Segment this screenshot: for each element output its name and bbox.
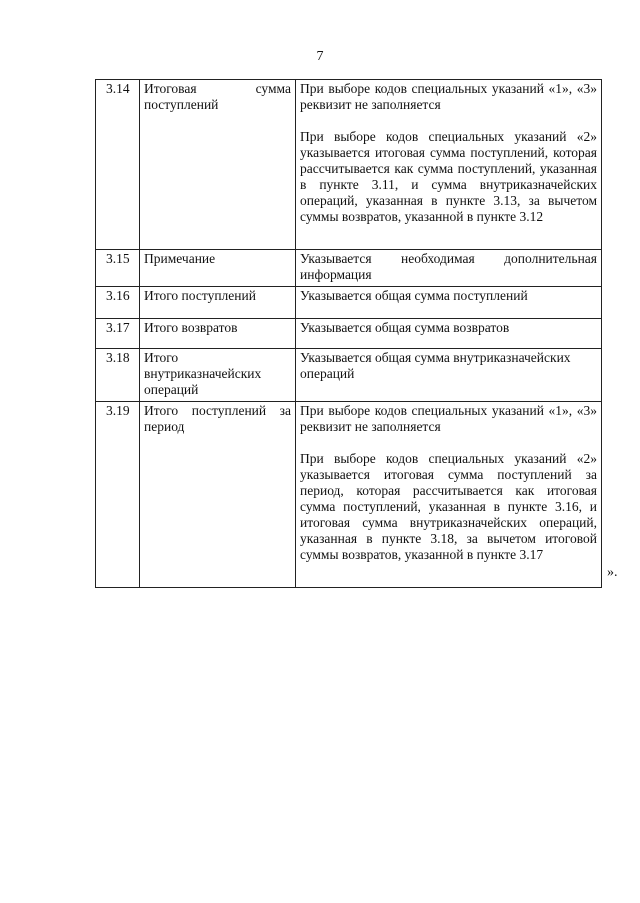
row-number: 3.17 xyxy=(96,319,140,349)
requisite-name: Итого возвратов xyxy=(140,319,296,349)
requisite-description: Указывается необходимая дополнительная информация xyxy=(296,250,602,287)
description-paragraph: При выборе кодов специальных указаний «2» указывается итоговая сумма поступлений, которая рассчитывается как сумма поступлений, указанная в пункте 3.11, и сумма внутриказначейских операций, указанная в пункте 3.13, за вычетом суммы возвратов, указанной в пункте 3.12 xyxy=(300,129,597,224)
row-number: 3.14 xyxy=(96,80,140,250)
description-paragraph: При выборе кодов специальных указаний «2» указывается итоговая сумма поступлений за период, которая рассчитывается как итоговая сумма поступлений, указанная в пункте 3.16, и итоговая сумма внутриказначейских операций, указанная в пункте 3.18, за вычетом итоговой суммы возвратов, указанной в пункте 3.17 xyxy=(300,451,597,562)
requisite-name: Примечание xyxy=(140,250,296,287)
description-paragraph: При выборе кодов специальных указаний «1», «3» реквизит не заполняется xyxy=(300,403,597,434)
requisite-description: Указывается общая сумма внутриказначейских операций xyxy=(296,349,602,402)
table-row xyxy=(96,80,602,250)
table-row xyxy=(96,287,602,319)
requisite-name: Итоговая сумма поступлений xyxy=(140,80,296,250)
row-number: 3.18 xyxy=(96,349,140,402)
requisite-name: Итого внутриказначейских операций xyxy=(140,349,296,402)
closing-quote: ». xyxy=(607,565,618,580)
table-row xyxy=(96,349,602,402)
row-number: 3.19 xyxy=(96,402,140,588)
row-number: 3.15 xyxy=(96,250,140,287)
requisite-name: Итого поступлений за период xyxy=(140,402,296,588)
table-row xyxy=(96,402,602,588)
requisite-description xyxy=(296,80,602,250)
requisite-description: Указывается общая сумма возвратов xyxy=(296,319,602,349)
page-number: 7 xyxy=(316,49,324,64)
table-row xyxy=(96,319,602,349)
row-number: 3.16 xyxy=(96,287,140,319)
requisite-description xyxy=(296,402,602,588)
requisite-description: Указывается общая сумма поступлений xyxy=(296,287,602,319)
requisite-name: Итого поступлений xyxy=(140,287,296,319)
table-row xyxy=(96,250,602,287)
requisites-table xyxy=(95,79,602,588)
description-paragraph: При выборе кодов специальных указаний «1», «3» реквизит не заполняется xyxy=(300,81,597,112)
